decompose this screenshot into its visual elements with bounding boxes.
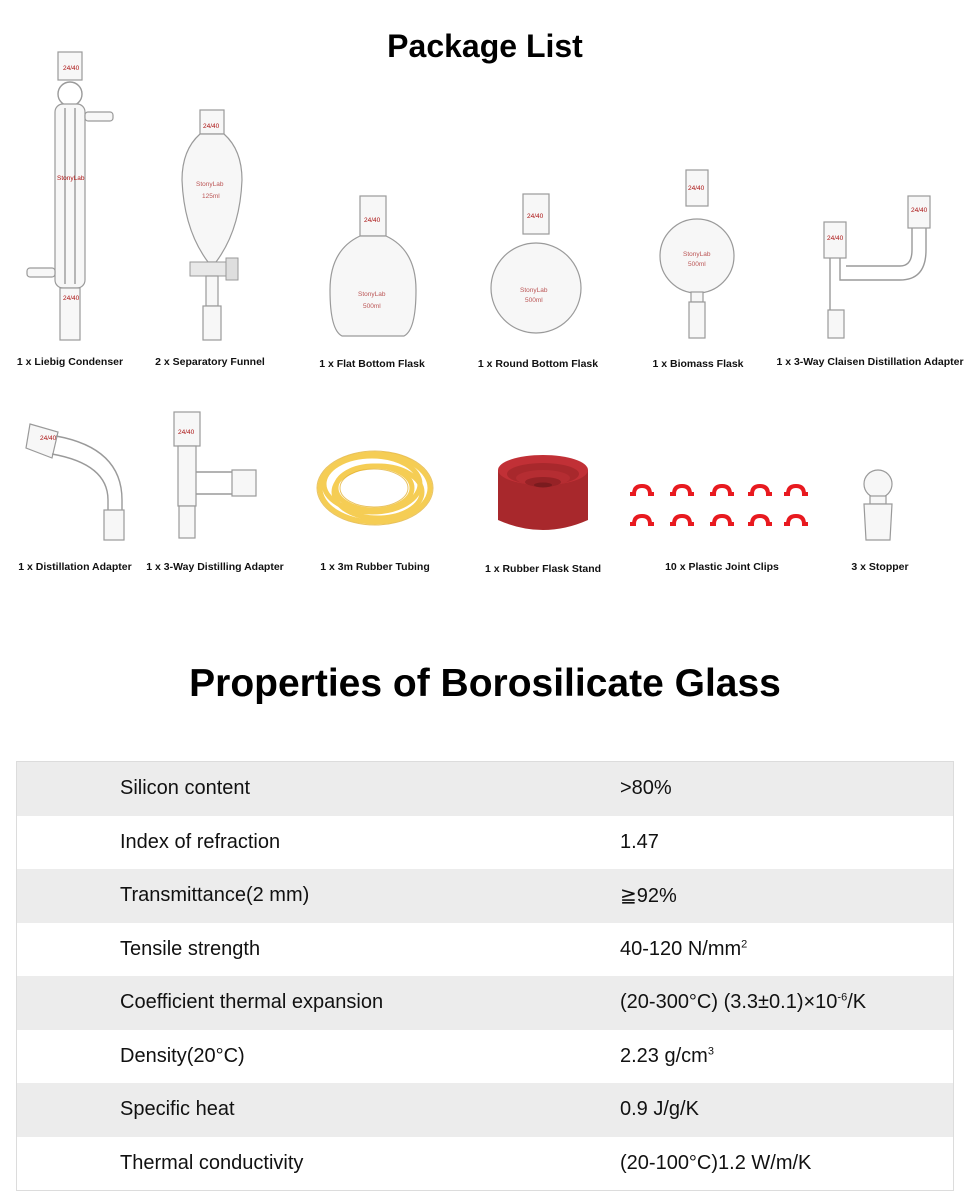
svg-text:24/40: 24/40 xyxy=(827,235,844,242)
item-caption: 1 x Liebig Condenser xyxy=(16,356,124,368)
table-row xyxy=(17,923,953,977)
svg-text:StonyLab: StonyLab xyxy=(57,175,85,182)
property-name: Density(20°C) xyxy=(120,1044,245,1067)
table-row xyxy=(17,1137,953,1191)
svg-text:500ml: 500ml xyxy=(688,261,706,268)
round-bottom-flask-item xyxy=(468,0,608,380)
item-caption: 1 x Biomass Flask xyxy=(652,358,744,370)
separatory-funnel-item xyxy=(140,0,280,380)
three-way-adapter-icon xyxy=(140,400,290,580)
property-value: >80% xyxy=(620,777,672,800)
table-row xyxy=(17,762,953,816)
table-row xyxy=(17,976,953,1030)
svg-text:500ml: 500ml xyxy=(525,297,543,304)
svg-text:24/40: 24/40 xyxy=(40,435,57,442)
rubber-tubing-item xyxy=(300,400,450,580)
item-caption: 1 x Round Bottom Flask xyxy=(477,358,599,370)
flat-bottom-flask-item xyxy=(302,0,442,380)
biomass-flask-item xyxy=(628,0,768,380)
svg-text:500ml: 500ml xyxy=(363,303,381,310)
svg-text:StonyLab: StonyLab xyxy=(683,251,711,258)
item-caption: 3 x Stopper xyxy=(851,561,909,573)
property-name: Transmittance(2 mm) xyxy=(120,884,310,907)
property-name: Specific heat xyxy=(120,1098,235,1121)
property-value: 40-120 $N/mm^2$ xyxy=(620,937,748,960)
svg-text:StonyLab: StonyLab xyxy=(196,181,224,188)
joint-clips-item xyxy=(622,400,822,580)
distillation-adapter-icon xyxy=(0,400,150,580)
table-row xyxy=(17,1030,953,1084)
item-caption: 1 x 3-Way Distilling Adapter xyxy=(146,561,284,573)
property-value: (20-300°C) $(3.3\pm 0.1)\times 10^{-6}/K$ xyxy=(620,991,867,1014)
separatory-funnel-icon xyxy=(140,0,280,380)
property-value: (20-100°C)1.2 W/m/K xyxy=(620,1151,812,1174)
table-row xyxy=(17,816,953,870)
table-row xyxy=(17,869,953,923)
property-name: Index of refraction xyxy=(120,830,281,853)
property-name: Tensile strength xyxy=(120,937,261,960)
svg-text:24/40: 24/40 xyxy=(63,65,80,72)
item-caption: 1 x Distillation Adapter xyxy=(18,561,132,573)
property-value: ≧92% xyxy=(620,885,677,908)
round-bottom-flask-icon xyxy=(468,0,608,380)
three-way-adapter-item xyxy=(140,400,290,580)
properties-title: Properties of Borosilicate Glass xyxy=(189,662,781,705)
svg-text:24/40: 24/40 xyxy=(203,123,220,130)
rubber-tubing-icon xyxy=(300,400,450,580)
claisen-adapter-icon xyxy=(770,0,970,380)
svg-text:StonyLab: StonyLab xyxy=(358,291,386,298)
svg-text:24/40: 24/40 xyxy=(911,207,928,214)
property-name: Thermal conductivity xyxy=(120,1151,304,1174)
flat-bottom-flask-icon xyxy=(302,0,442,380)
joint-clips-icon xyxy=(622,400,822,580)
package-list-title: Package List xyxy=(387,28,583,64)
table-row xyxy=(17,1083,953,1137)
rubber-flask-stand-icon xyxy=(468,400,618,580)
svg-text:24/40: 24/40 xyxy=(63,295,80,302)
distillation-adapter-item xyxy=(0,400,150,580)
item-caption: 1 x 3-Way Claisen Distillation Adapter xyxy=(776,356,964,368)
item-caption: 2 x Separatory Funnel xyxy=(155,356,265,368)
liebig-condenser-icon xyxy=(0,0,140,380)
item-caption: 1 x Rubber Flask Stand xyxy=(484,563,602,575)
svg-text:24/40: 24/40 xyxy=(364,217,381,224)
svg-text:24/40: 24/40 xyxy=(527,213,544,220)
svg-text:24/40: 24/40 xyxy=(688,185,705,192)
property-name: Silicon content xyxy=(120,777,251,800)
svg-text:24/40: 24/40 xyxy=(178,429,195,436)
liebig-condenser-item xyxy=(0,0,140,380)
stopper-icon xyxy=(820,400,940,580)
claisen-adapter-item xyxy=(770,0,970,380)
rubber-flask-stand-item xyxy=(468,400,618,580)
biomass-flask-icon xyxy=(628,0,768,380)
svg-text:StonyLab: StonyLab xyxy=(520,287,548,294)
stopper-item xyxy=(820,400,940,580)
property-value: 1.47 xyxy=(620,830,659,853)
item-caption: 1 x Flat Bottom Flask xyxy=(319,358,425,370)
property-value: 0.9 J/g/K xyxy=(620,1098,699,1121)
properties-table xyxy=(16,761,954,1191)
property-value: 2.23 $g/cm^3$ xyxy=(620,1044,714,1067)
property-name: Coefficient thermal expansion xyxy=(120,991,384,1014)
svg-text:125ml: 125ml xyxy=(202,193,220,200)
item-caption: 1 x 3m Rubber Tubing xyxy=(320,561,430,573)
item-caption: 10 x Plastic Joint Clips xyxy=(665,561,779,573)
